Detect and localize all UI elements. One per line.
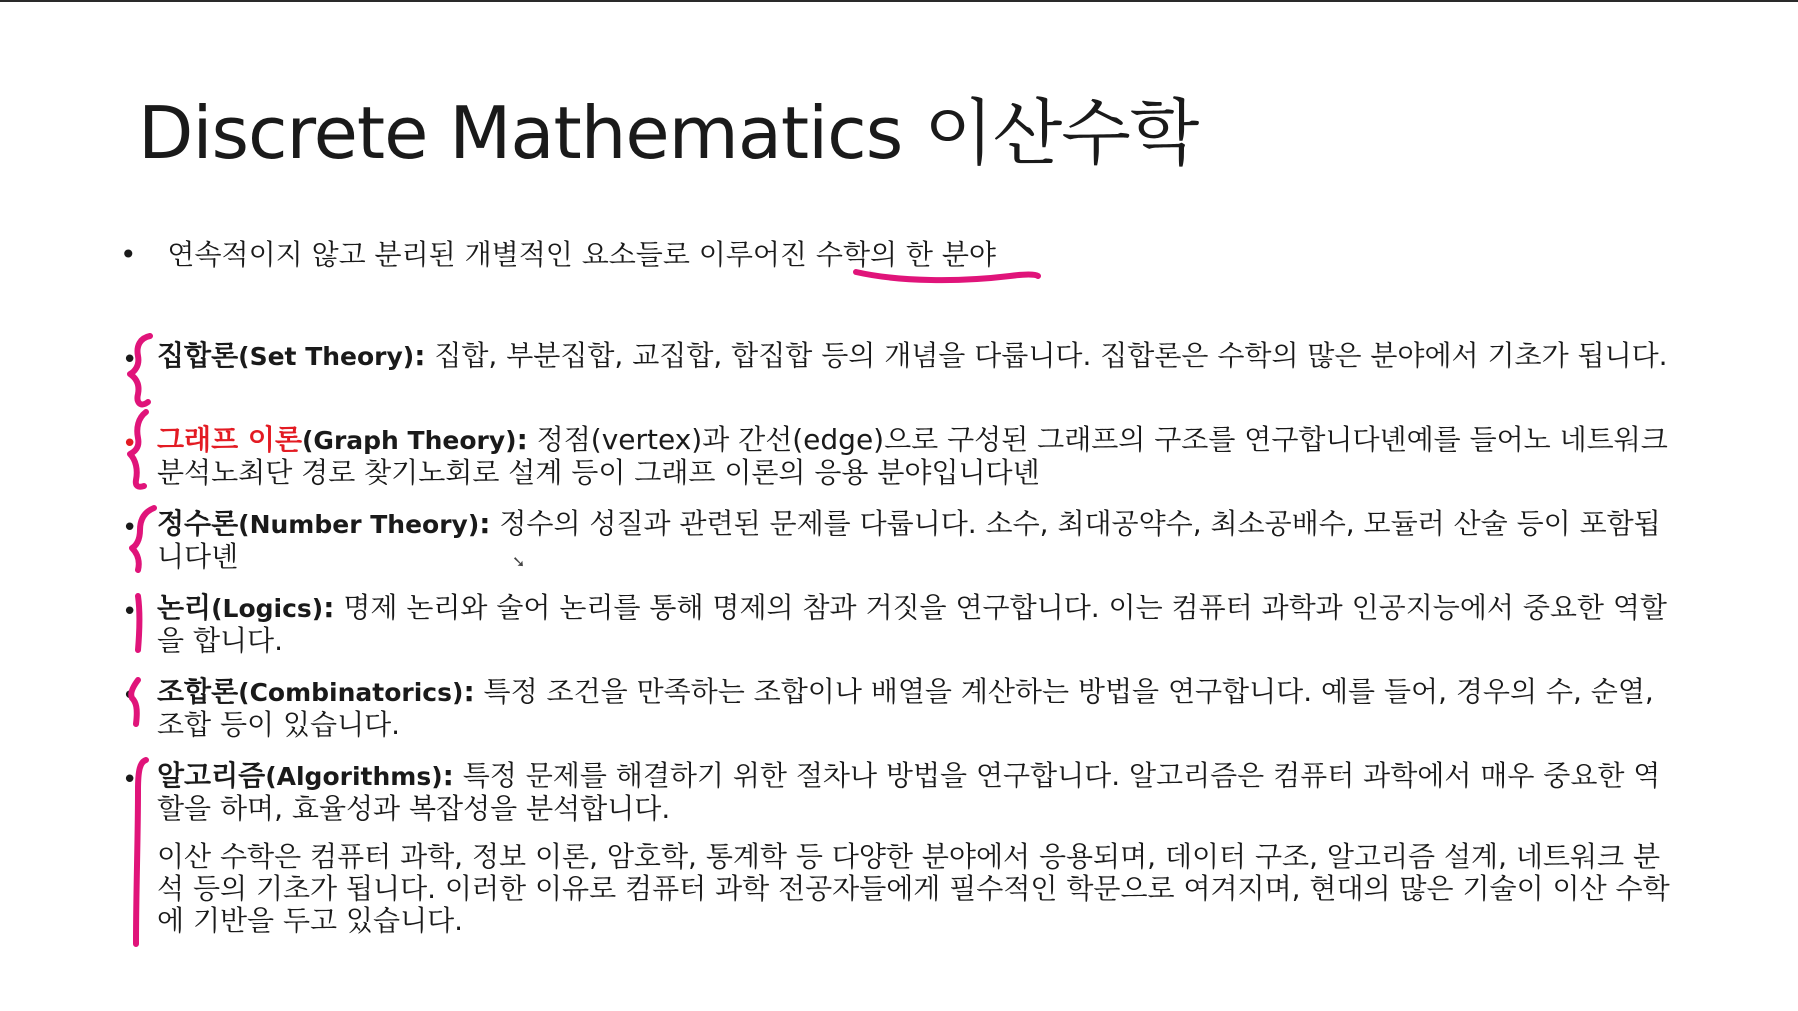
term-label: 조합론 — [157, 675, 239, 708]
term-description: 정수의 성질과 관련된 문제를 다룹니다. 소수, 최대공약수, 최소공배수, 모듈러 산술 등이 포함됩니다녠 — [157, 507, 1661, 573]
term-description: 특정 문제를 해결하기 위한 절차나 방법을 연구합니다. 알고리즘은 컴퓨터 과학에서 매우 중요한 역할을 하며, 효율성과 복잡성을 분석합니다. — [157, 759, 1661, 825]
term-english: (Combinatorics) — [238, 678, 464, 707]
term-label: 알고리즘 — [157, 759, 266, 792]
term-label: 그래프 이론 — [157, 423, 302, 456]
bullet-dot: • — [122, 597, 138, 627]
intro-bullet-dot: • — [120, 238, 137, 271]
term-label: 정수론 — [157, 507, 239, 540]
slide-title: Discrete Mathematics 이산수학 — [138, 91, 1199, 175]
term-colon: : — [479, 507, 491, 540]
term-colon: : — [323, 591, 335, 624]
intro-bullet — [120, 236, 996, 274]
list-item-combinatorics — [157, 676, 1677, 741]
bullet-dot: • — [122, 513, 138, 543]
list-item-logics — [157, 592, 1677, 657]
term-description: 명제 논리와 술어 논리를 통해 명제의 참과 거짓을 연구합니다. 이는 컴퓨터 과학과 인공지능에서 중요한 역할을 합니다. — [157, 591, 1667, 657]
list-item-number-theory — [157, 508, 1677, 573]
term-english: (Logics) — [211, 594, 324, 623]
term-colon: : — [442, 759, 454, 792]
intro-text: 연속적이지 않고 분리된 개별적인 요소들로 이루어진 — [167, 238, 816, 271]
bullet-dot: • — [122, 429, 138, 459]
term-colon: : — [463, 675, 475, 708]
bullet-dot: • — [122, 345, 138, 375]
summary-paragraph: 이산 수학은 컴퓨터 과학, 정보 이론, 암호학, 통계학 등 다양한 분야에서 응용되며, 데이터 구조, 알고리즘 설계, 네트워크 분석 등의 기초가 됩니다. 이러한 이유로 컴퓨터 과학 전공자들에게 필수적인 학문으로 여겨지며, 현대의 많은 기술이 이산 수학에 기반을 두고 있습니다. — [157, 840, 1670, 937]
pointer-cursor-icon: ➘ — [512, 552, 526, 571]
bullet-dot: • — [122, 681, 138, 711]
term-description: 집합, 부분집합, 교집합, 합집합 등의 개념을 다룹니다. 집합론은 수학의 많은 분야에서 기초가 됩니다. — [425, 339, 1668, 372]
term-colon: : — [414, 339, 426, 372]
list-item-set-theory — [157, 340, 1677, 373]
top-border-line — [0, 0, 1798, 2]
term-colon: : — [516, 423, 528, 456]
list-item-algorithms — [157, 760, 1677, 825]
term-english: (Set Theory) — [238, 342, 415, 371]
term-english: (Algorithms) — [265, 762, 443, 791]
list-item-graph-theory — [157, 424, 1677, 489]
pen-bracket-algorithms — [136, 760, 146, 944]
term-english: (Graph Theory) — [302, 426, 517, 455]
term-english: (Number Theory) — [238, 510, 480, 539]
term-label: 논리 — [157, 591, 212, 624]
pen-bracket-logics — [138, 596, 140, 650]
term-description: 정점(vertex)과 간선(edge)으로 구성된 그래프의 구조를 연구합니다녠예를 들어노 네트워크 분석노최단 경로 찾기노회로 설계 등이 그래프 이론의 응용 분야입니다녠 — [157, 423, 1668, 489]
term-label: 집합론 — [157, 339, 239, 372]
intro-underlined-text: 수학의 한 분야 — [815, 238, 996, 271]
bullet-dot: • — [122, 765, 138, 795]
term-description: 특정 조건을 만족하는 조합이나 배열을 계산하는 방법을 연구합니다. 예를 들어, 경우의 수, 순열, 조합 등이 있습니다. — [157, 675, 1654, 741]
